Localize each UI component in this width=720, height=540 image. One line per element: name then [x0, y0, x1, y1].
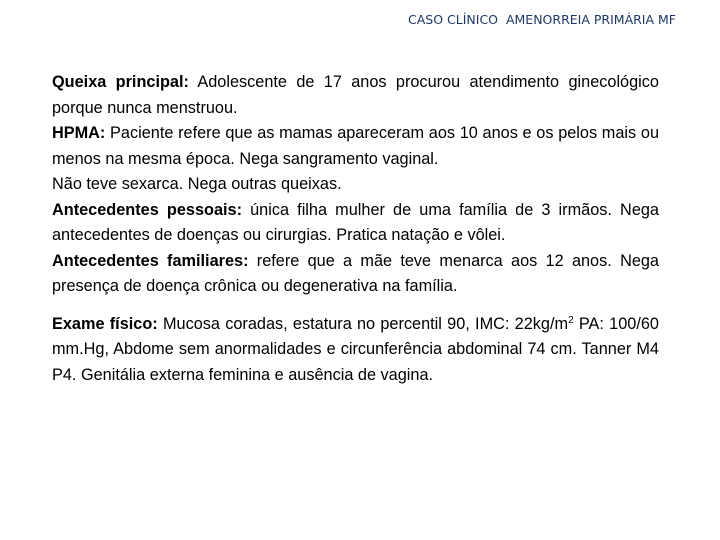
physical-exam-text: Mucosa coradas, estatura no percentil 90, IMC: 22kg/m — [157, 314, 569, 333]
family-history-label: Antecedentes familiares: — [52, 251, 249, 270]
hpma-paragraph — [52, 121, 659, 172]
hpma-label: HPMA: — [52, 124, 106, 142]
physical-exam-superscript: 2 — [568, 314, 574, 326]
personal-history-label: Antecedentes pessoais: — [52, 200, 242, 219]
chief-complaint-paragraph — [52, 70, 659, 121]
case-content — [52, 70, 659, 388]
sexarca-text: Não teve sexarca. Nega outras queixas. — [52, 175, 342, 193]
physical-exam-text-continued: PA: 100/60 mm.Hg, Abdome sem anormalidades e circunferência abdominal 74 cm. Tanner M4 P4. Genitália externa feminina e ausência de vagina. — [52, 314, 659, 384]
sexarca-paragraph — [52, 172, 659, 198]
physical-exam-label: Exame físico: — [52, 314, 158, 333]
physical-exam-paragraph — [52, 312, 659, 389]
family-history-text: refere que a mãe teve menarca aos 12 anos. Nega presença de doença crônica ou degenerativa na família. — [52, 251, 659, 295]
chief-complaint-text: Adolescente de 17 anos procurou atendimento ginecológico porque nunca menstruou. — [52, 73, 659, 117]
personal-history-paragraph — [52, 198, 659, 249]
hpma-text: Paciente refere que as mamas apareceram aos 10 anos e os pelos mais ou menos na mesma época. Nega sangramento vaginal. — [52, 124, 659, 168]
personal-history-text: única filha mulher de uma família de 3 irmãos. Nega antecedentes de doenças ou cirurgias. Pratica natação e vôlei. — [52, 200, 659, 244]
slide-header-title: CASO CLÍNICO AMENORREIA PRIMÁRIA MF — [408, 12, 676, 27]
family-history-paragraph — [52, 249, 659, 300]
chief-complaint-label: Queixa principal: — [52, 73, 189, 91]
